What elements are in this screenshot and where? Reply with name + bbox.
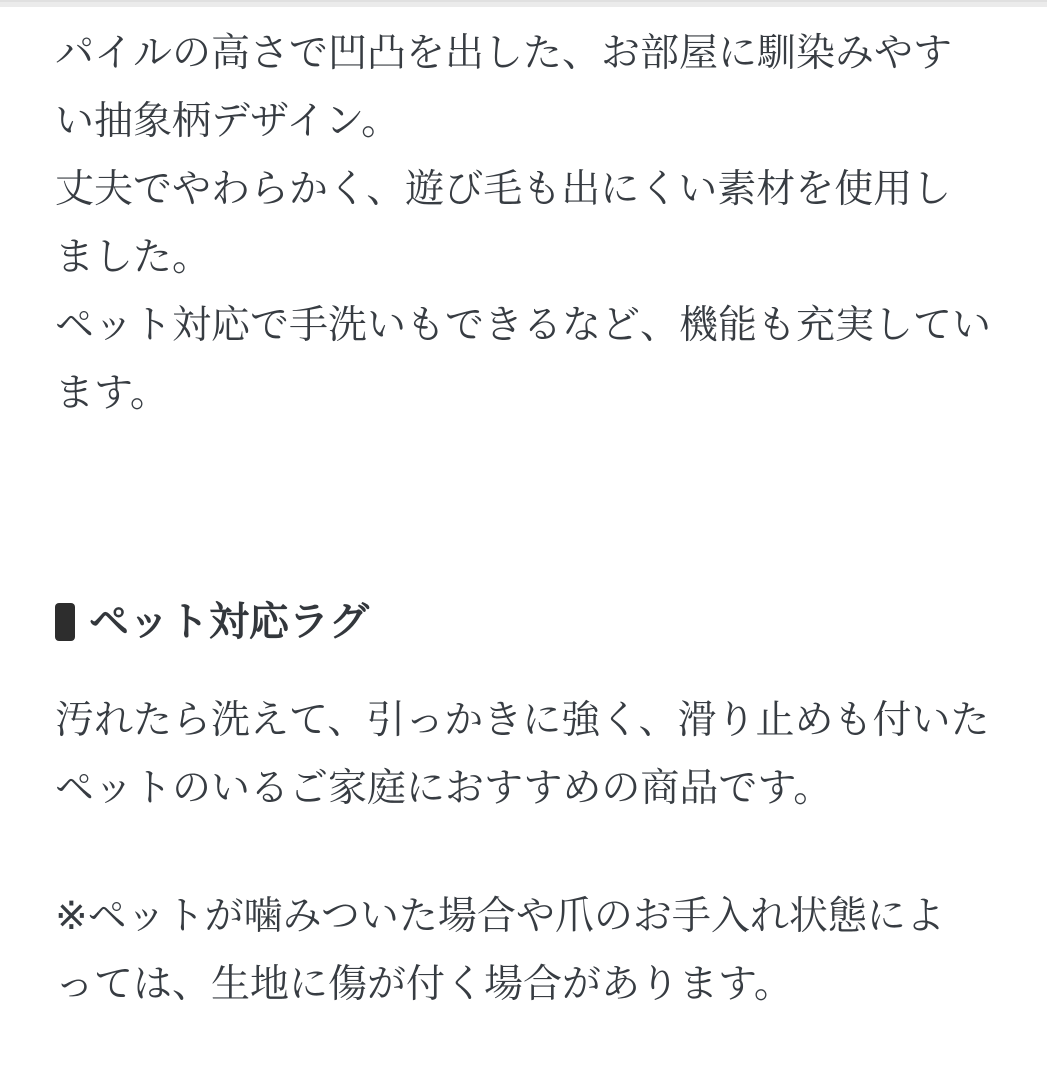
intro-paragraph [55,292,992,428]
page-top-divider [0,0,1047,7]
intro-paragraph [55,156,992,292]
text-line: ※ペットが噛みついた場合や爪のお手入れ状態によ [55,895,945,938]
heading-marker-bar [55,603,75,641]
text-line: ます。 [55,372,169,415]
text-line: ました。 [55,236,212,279]
section-heading-label: ペット対応ラグ [89,600,369,644]
text-line: 丈夫でやわらかく、遊び毛も出にくい素材を使用し [55,168,952,211]
text-line: パイルの高さで凹凸を出した、お部屋に馴染みやす [55,32,953,75]
text-line: ペットのいるご家庭におすすめの商品です。 [55,767,833,810]
section-paragraph [55,687,992,823]
note-paragraph [55,883,992,1019]
text-line: い抽象柄デザイン。 [55,100,401,143]
product-description-section [0,7,1047,1019]
description-intro [55,20,992,428]
intro-paragraph [55,20,992,156]
section-heading [55,588,992,656]
text-line: 汚れたら洗えて、引っかきに強く、滑り止めも付いた [55,699,990,742]
text-line: っては、生地に傷が付く場合があります。 [55,963,793,1006]
text-line: ペット対応で手洗いもできるなど、機能も充実してい [55,304,992,347]
